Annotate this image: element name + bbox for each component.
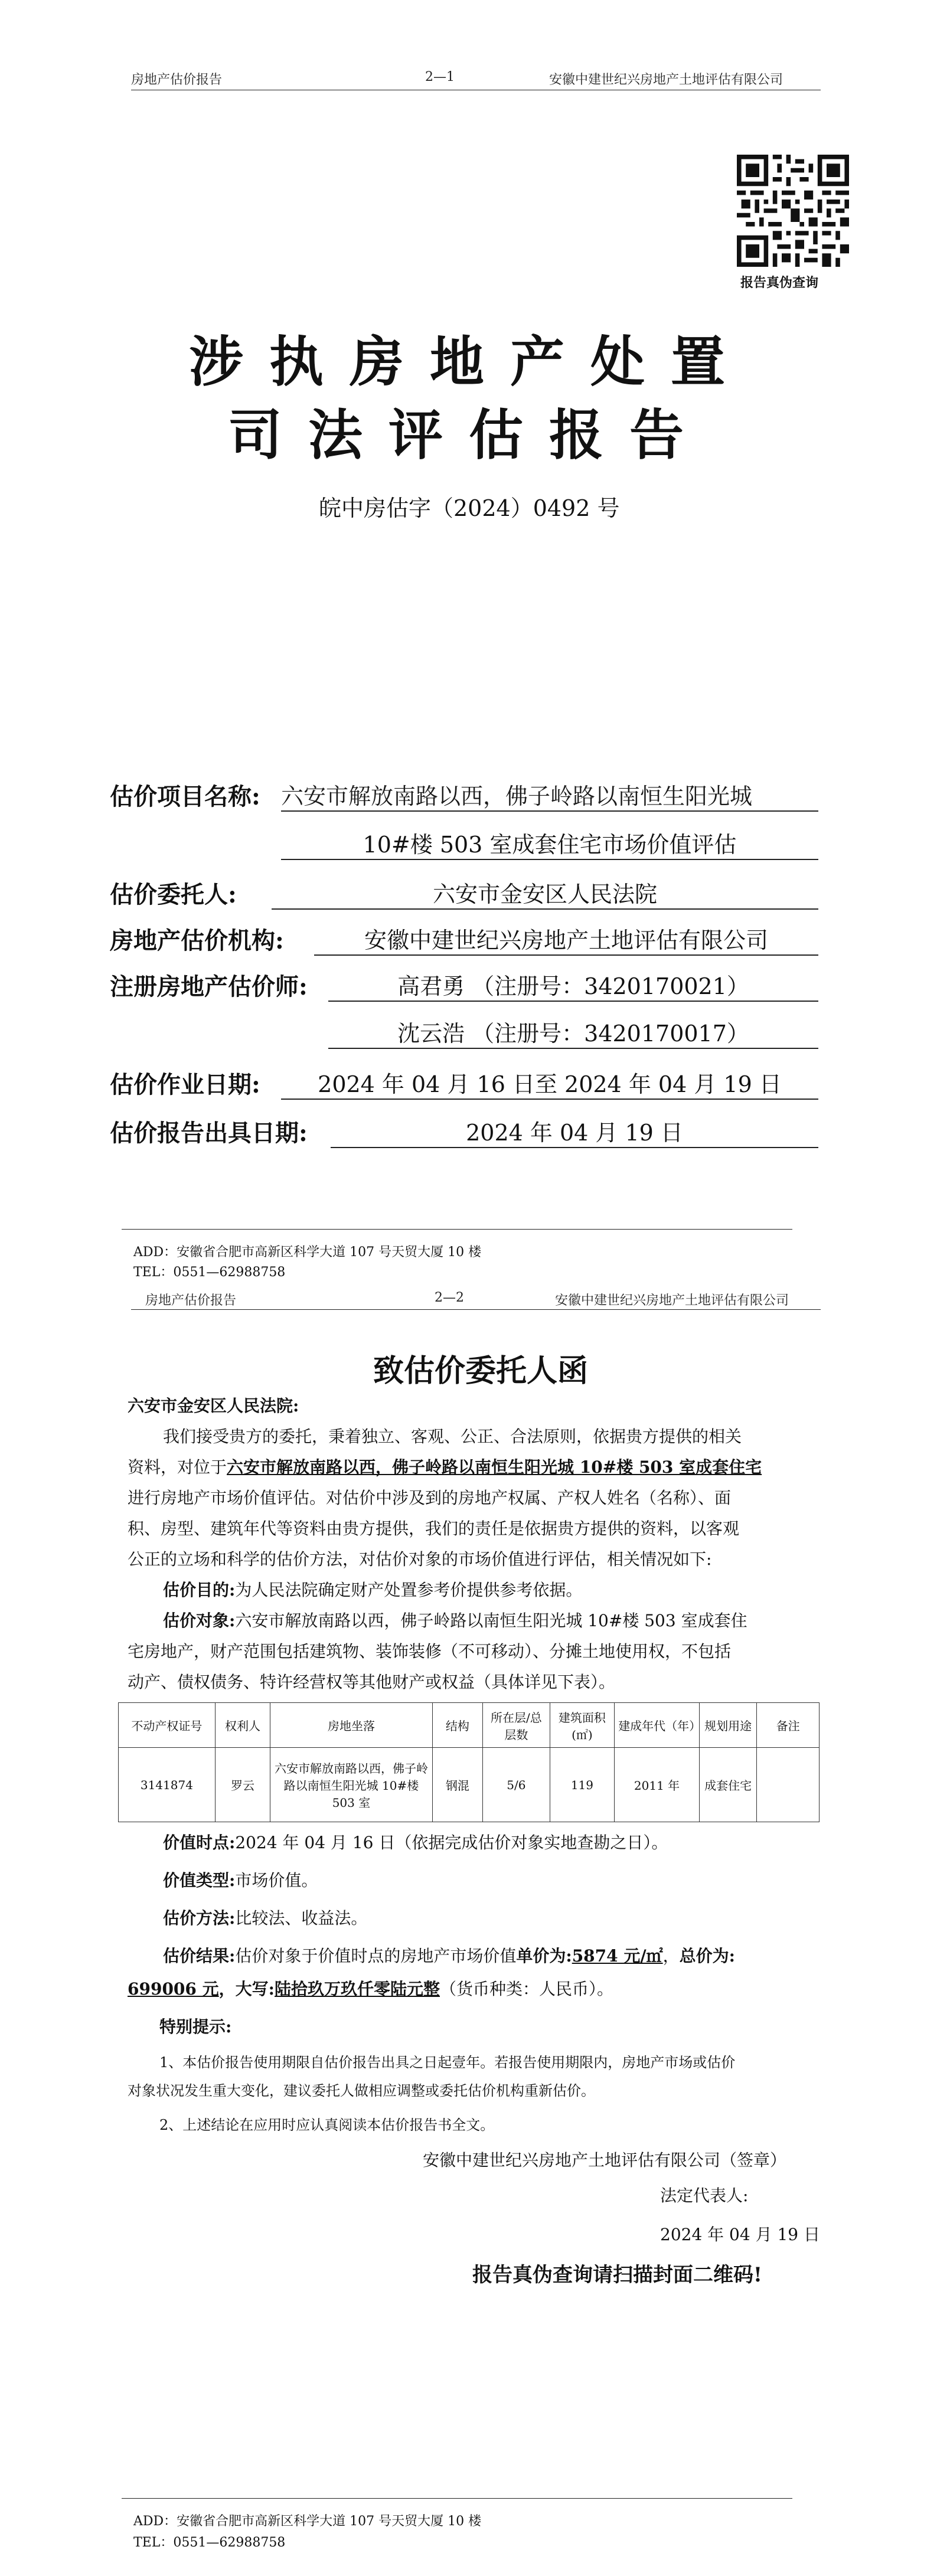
letter-title: 致估价委托人函 <box>373 1353 589 1389</box>
value-date-row: 价值时点:2024 年 04 月 16 日（依据完成估价对象实地查勘之日）。 <box>163 1833 668 1852</box>
object-line: 宅房地产，财产范围包括建筑物、装饰装修（不可移动）、分摊土地使用权，不包括 <box>128 1642 732 1661</box>
table-cell: 5/6 <box>483 1748 550 1822</box>
page-number: 2—1 <box>425 70 455 84</box>
intro-line: 资料，对位于六安市解放南路以西，佛子岭路以南恒生阳光城 10#楼 503 室成套住宅 <box>128 1457 762 1477</box>
table-cell: 成套住宅 <box>699 1748 756 1822</box>
footer-tel: TEL：0551—62988758 <box>133 1265 286 1280</box>
appraiser-label: 注册房地产估价师: <box>110 973 308 1001</box>
table-header: 建筑面积(㎡) <box>550 1703 615 1748</box>
table-header: 规划用途 <box>699 1703 756 1748</box>
property-table <box>118 1702 820 1822</box>
intro-line: 积、房型、建筑年代等资料由贵方提供，我们的责任是依据贵方提供的资料，以客观 <box>128 1519 740 1538</box>
footer-tel: TEL：0551—62988758 <box>133 2535 286 2550</box>
footer-rule <box>122 1229 792 1230</box>
table-header: 房地坐落 <box>270 1703 432 1748</box>
agency-value: 安徽中建世纪兴房地产土地评估有限公司 <box>314 922 818 956</box>
footer-address: ADD：安徽省合肥市高新区科学大道 107 号天贸大厦 10 楼 <box>133 2514 482 2529</box>
object-row: 估价对象:六安市解放南路以西，佛子岭路以南恒生阳光城 10#楼 503 室成套住 <box>163 1611 747 1630</box>
footer-address: ADD：安徽省合肥市高新区科学大道 107 号天贸大厦 10 楼 <box>133 1245 482 1260</box>
table-header: 备注 <box>757 1703 820 1748</box>
page-header-right: 安徽中建世纪兴房地产土地评估有限公司 <box>549 73 783 87</box>
total-price: 699006 元 <box>128 1979 219 1999</box>
work-date-label: 估价作业日期: <box>110 1071 260 1099</box>
purpose-row: 估价目的:为人民法院确定财产处置参考价提供参考依据。 <box>163 1580 583 1600</box>
table-row <box>119 1748 820 1822</box>
verify-note: 报告真伪查询请扫描封面二维码! <box>472 2263 762 2287</box>
property-address: 六安市解放南路以西，佛子岭路以南恒生阳光城 10#楼 503 室成套住宅 <box>227 1457 762 1477</box>
special-tips-title: 特别提示: <box>159 2017 232 2036</box>
table-cell: 3141874 <box>119 1748 216 1822</box>
table-cell <box>757 1748 820 1822</box>
addressee: 六安市金安区人民法院: <box>128 1396 299 1416</box>
client-value: 六安市金安区人民法院 <box>272 876 818 910</box>
work-date-value: 2024 年 04 月 16 日至 2024 年 04 月 19 日 <box>281 1066 818 1100</box>
unit-price: 5874 元/㎡ <box>572 1946 663 1966</box>
project-label: 估价项目名称: <box>110 783 260 810</box>
client-label: 估价委托人: <box>110 881 237 908</box>
table-header: 权利人 <box>215 1703 270 1748</box>
report-title-line-1: 涉执房地产处置 <box>189 330 752 394</box>
table-header: 结构 <box>432 1703 482 1748</box>
page-number: 2—2 <box>435 1290 464 1305</box>
table-cell: 钢混 <box>432 1748 482 1822</box>
appraiser-2: 沈云浩 （注册号：3420170017） <box>328 1015 818 1049</box>
table-cell: 2011 年 <box>615 1748 700 1822</box>
project-name-line-1: 六安市解放南路以西，佛子岭路以南恒生阳光城 <box>281 778 818 812</box>
qr-code-icon[interactable] <box>737 155 849 267</box>
tip-line: 1、本估价报告使用期限自估价报告出具之日起壹年。若报告使用期限内，房地产市场或估价 <box>159 2054 736 2071</box>
page-header-right: 安徽中建世纪兴房地产土地评估有限公司 <box>555 1293 789 1308</box>
value-type-row: 价值类型:市场价值。 <box>163 1871 318 1890</box>
table-header: 所在层/总层数 <box>483 1703 550 1748</box>
appraiser-1: 高君勇 （注册号：3420170021） <box>328 968 818 1002</box>
table-header: 建成年代（年） <box>615 1703 700 1748</box>
intro-line: 进行房地产市场价值评估。对估价中涉及到的房地产权属、产权人姓名（名称）、面 <box>128 1488 732 1508</box>
qr-caption: 报告真伪查询 <box>740 275 819 290</box>
tip-line: 对象状况发生重大变化，建议委托人做相应调整或委托估价机构重新估价。 <box>128 2083 595 2099</box>
total-price-words: 陆拾玖万玖仟零陆元整 <box>275 1979 440 1999</box>
intro-line: 我们接受贵方的委托，秉着独立、客观、公正、合法原则，依据贵方提供的相关 <box>163 1427 742 1446</box>
object-line: 动产、债权债务、特许经营权等其他财产或权益（具体详见下表）。 <box>128 1672 616 1692</box>
intro-line: 公正的立场和科学的估价方法，对估价对象的市场价值进行评估，相关情况如下: <box>128 1549 712 1569</box>
legal-representative: 法定代表人: <box>660 2186 749 2205</box>
sign-company: 安徽中建世纪兴房地产土地评估有限公司（签章） <box>423 2150 787 2170</box>
project-name-line-2: 10#楼 503 室成套住宅市场价值评估 <box>281 826 818 860</box>
sign-date: 2024 年 04 月 19 日 <box>660 2225 821 2244</box>
report-date-label: 估价报告出具日期: <box>110 1119 308 1147</box>
footer-rule <box>122 2498 792 2499</box>
tip-line: 2、上述结论在应用时应认真阅读本估价报告书全文。 <box>159 2117 495 2133</box>
method-row: 估价方法:比较法、收益法。 <box>163 1908 368 1928</box>
table-cell: 罗云 <box>215 1748 270 1822</box>
table-header: 不动产权证号 <box>119 1703 216 1748</box>
header-rule <box>131 1309 821 1310</box>
result-row: 估价结果:估价对象于价值时点的房地产市场价值单价为:5874 元/㎡，总价为: <box>163 1946 735 1966</box>
table-cell: 六安市解放南路以西，佛子岭路以南恒生阳光城 10#楼 503 室 <box>270 1748 432 1822</box>
page-header-left: 房地产估价报告 <box>131 73 223 87</box>
report-date-value: 2024 年 04 月 19 日 <box>331 1114 818 1148</box>
agency-label: 房地产估价机构: <box>110 927 284 954</box>
table-cell: 119 <box>550 1748 615 1822</box>
table-header-row <box>119 1703 820 1748</box>
report-number: 皖中房估字（2024）0492 号 <box>319 495 620 521</box>
result-row: 699006 元，大写:陆拾玖万玖仟零陆元整（货币种类：人民币）。 <box>128 1979 614 1999</box>
report-title-line-2: 司法评估报告 <box>228 403 710 467</box>
page-header-left: 房地产估价报告 <box>145 1293 237 1308</box>
